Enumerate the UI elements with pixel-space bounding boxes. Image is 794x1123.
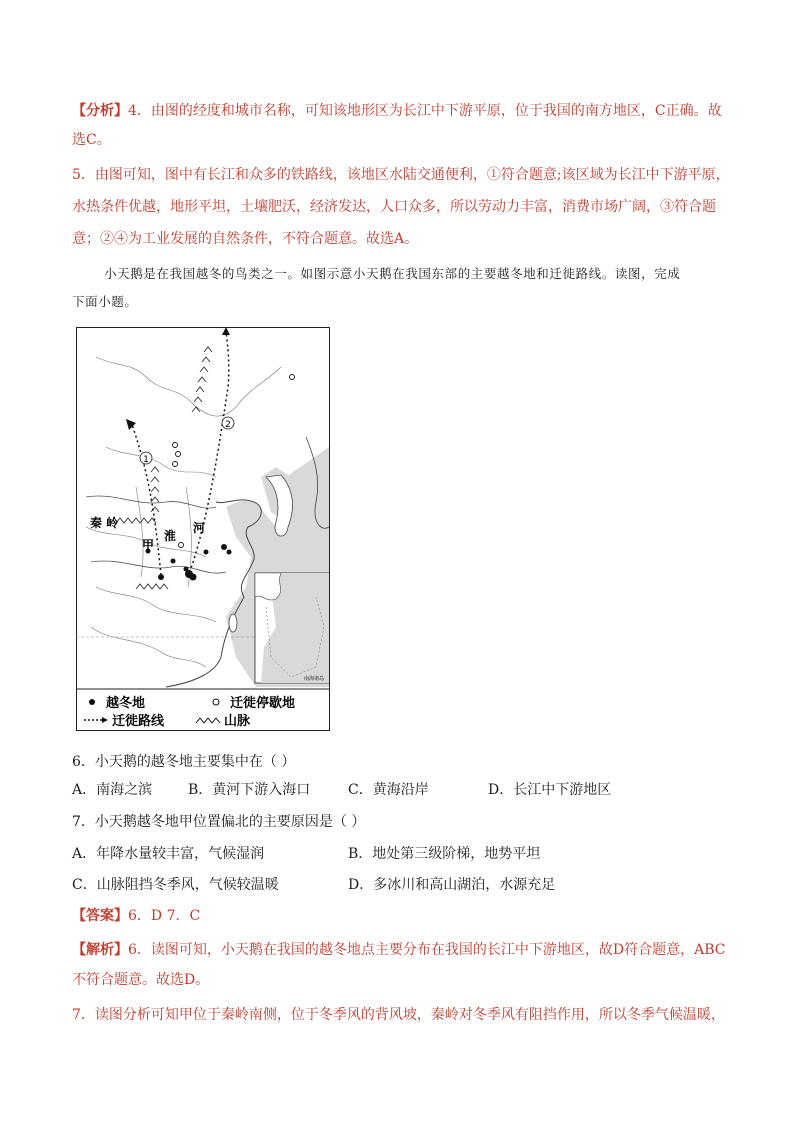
- q7-option-a[interactable]: A．年降水量较丰富，气候湿润: [72, 846, 265, 862]
- legend-wintering-symbol: [89, 699, 95, 705]
- analysis-line-2: 选C。: [72, 132, 111, 148]
- q7-stem: 7．小天鹅越冬地甲位置偏北的主要原因是（ ）: [72, 814, 366, 830]
- intro-line-2: 下面小题。: [72, 294, 138, 309]
- q6-stem: 6．小天鹅的越冬地主要集中在（ ）: [72, 754, 296, 770]
- q6-option-c[interactable]: C．黄海沿岸: [348, 782, 429, 798]
- q7-option-d[interactable]: D．多冰川和高山湖泊，水源充足: [348, 877, 556, 893]
- inset-land: [255, 573, 281, 600]
- label-huai: 淮: [164, 529, 177, 543]
- inset-label: 南海诸岛: [303, 676, 325, 682]
- legend-stopover-label: 迁徙停歇地: [230, 696, 296, 711]
- analysis-line-3: 5．由图可知，图中有长江和众多的铁路线，该地区水陆交通便利，①符合题意;该区域为长江中下游平原，: [72, 167, 730, 183]
- answer-tag: 【答案】: [72, 908, 128, 924]
- stopover-site: [290, 375, 295, 380]
- explanation-line-2: 不符合题意。故选D。: [72, 972, 210, 988]
- analysis-text-1: 4．由图的经度和城市名称，可知该地形区为长江中下游平原，位于我国的南方地区，C正确。故: [128, 103, 722, 119]
- route-number-1: 1: [143, 455, 149, 465]
- taiwan-outline: [229, 614, 237, 632]
- legend-wintering-label: 越冬地: [106, 696, 146, 711]
- stopover-site: [179, 543, 184, 548]
- legend-mountain-label: 山脉: [224, 714, 251, 729]
- label-qinling: 秦 岭: [90, 516, 119, 530]
- analysis-tag: 【分析】: [72, 103, 128, 119]
- swan-migration-map: [76, 327, 330, 731]
- label-jia: 甲: [142, 538, 155, 552]
- analysis-line-1: [72, 101, 722, 121]
- legend-route-label: 迁徙路线: [112, 714, 165, 729]
- legend-stopover-symbol: [213, 699, 219, 705]
- wintering-site: [221, 544, 227, 550]
- explanation-tag: 【解析】: [72, 942, 128, 958]
- stopover-site: [173, 443, 178, 448]
- answer-text: 6．D 7．C: [128, 908, 201, 924]
- wintering-site: [184, 567, 189, 572]
- stopover-site: [173, 462, 178, 467]
- wintering-site: [204, 550, 209, 555]
- explanation-line-3: 7．读图分析可知甲位于秦岭南侧，位于冬季风的背风坡，秦岭对冬季风有阻挡作用，所以冬季气候温暖，: [72, 1007, 725, 1023]
- analysis-line-5: 意；②④为工业发展的自然条件，不符合题意。故选A。: [72, 231, 419, 247]
- explanation-text-1: 6．读图可知，小天鹅在我国的越冬地点主要分布在我国的长江中下游地区，故D符合题意，ABC: [128, 942, 726, 958]
- q6-option-b[interactable]: B．黄河下游入海口: [188, 782, 311, 798]
- q6-option-d[interactable]: D．长江中下游地区: [488, 782, 612, 798]
- q7-option-b[interactable]: B．地处第三级阶梯，地势平坦: [348, 846, 541, 862]
- label-he: 河: [193, 521, 206, 535]
- intro-line-1: 小天鹅是在我国越冬的鸟类之一。如图示意小天鹅在我国东部的主要越冬地和迁徙路线。读图，完成: [104, 266, 681, 281]
- wintering-site: [190, 574, 197, 581]
- q6-option-a[interactable]: A．南海之滨: [72, 782, 153, 798]
- route-number-2: 2: [225, 420, 231, 430]
- explanation-line-1: [72, 940, 726, 960]
- answer-line: [72, 906, 200, 926]
- stopover-site: [176, 452, 181, 457]
- analysis-line-4: 水热条件优越，地形平坦，土壤肥沃，经济发达，人口众多，所以劳动力丰富，消费市场广阔，③符合题: [72, 199, 716, 215]
- wintering-site: [171, 559, 176, 564]
- q7-option-c[interactable]: C．山脉阻挡冬季风，气候较温暖: [72, 877, 279, 893]
- wintering-site: [158, 574, 164, 580]
- wintering-site: [227, 550, 232, 555]
